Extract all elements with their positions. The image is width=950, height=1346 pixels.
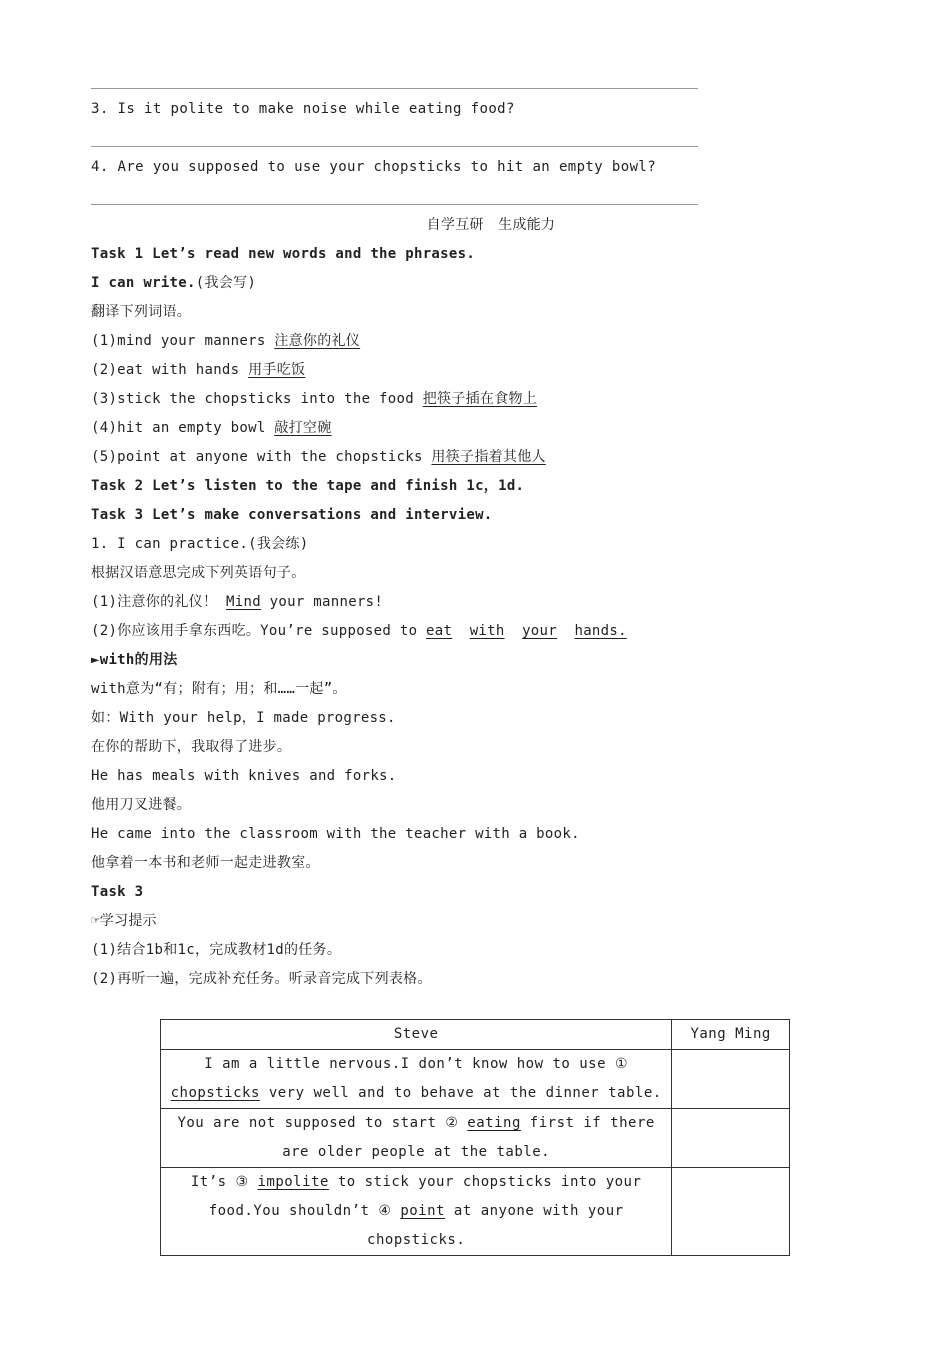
task1-title: Task 1 Let’s read new words and the phrases. — [91, 246, 476, 262]
cell-text: first if there are older people at the table. — [282, 1115, 655, 1160]
cell-text: It’s ③ — [190, 1174, 258, 1190]
sentence-2 — [91, 617, 791, 646]
sentence-1 — [91, 588, 791, 617]
question-text: Are you supposed to use your chopsticks to hit an empty bowl? — [117, 159, 657, 175]
answer-line — [91, 204, 698, 205]
yang-ming-cell[interactable] — [672, 1050, 790, 1109]
phrase-item — [91, 385, 791, 414]
sentence-answer: hands. — [574, 623, 627, 639]
question-4 — [91, 153, 791, 182]
usage-line: 如：With your help，I made progress. — [91, 710, 396, 726]
phrase-cn-answer: 用手吃饭 — [248, 362, 306, 378]
phrase-cn-answer: 把筷子插在食物上 — [422, 391, 538, 407]
usage-line: 在你的帮助下，我取得了进步。 — [91, 739, 292, 755]
section-title: 自学互研 生成能力 — [426, 217, 556, 233]
question-number: 4. — [91, 159, 109, 175]
phrase-en: (2)eat with hands — [91, 362, 249, 378]
steve-cell — [161, 1168, 672, 1256]
phrase-item — [91, 414, 791, 443]
phrase-en: (3)stick the chopsticks into the food — [91, 391, 423, 407]
table-row — [161, 1168, 790, 1256]
sentence-suffix: your manners! — [260, 594, 384, 610]
task1-sub — [91, 269, 791, 298]
cell-text: at anyone with your chopsticks. — [367, 1203, 624, 1248]
usage-line: He has meals with knives and forks. — [91, 768, 397, 784]
tip-line: (2)再听一遍，完成补充任务。听录音完成下列表格。 — [91, 971, 432, 987]
question-text: Is it polite to make noise while eating food? — [117, 101, 515, 117]
usage-line: with意为“有；附有；用；和……一起”。 — [91, 681, 347, 697]
task3b-title: Task 3 — [91, 884, 144, 900]
phrase-item — [91, 327, 791, 356]
study-tip: ☞学习提示 — [91, 913, 157, 929]
task3-instruction: 根据汉语意思完成下列英语句子。 — [91, 565, 306, 581]
cell-answer: impolite — [257, 1174, 329, 1190]
steve-cell — [161, 1109, 672, 1168]
task3-sub: 1. I can practice.(我会练) — [91, 536, 309, 552]
usage-line: 他拿着一本书和老师一起走进教室。 — [91, 855, 320, 871]
yang-ming-cell[interactable] — [672, 1109, 790, 1168]
cell-text: very well and to behave at the dinner table. — [259, 1085, 662, 1101]
usage-title: ►with的用法 — [91, 652, 178, 668]
table-row — [161, 1109, 790, 1168]
phrase-cn-answer: 用筷子指着其他人 — [431, 449, 546, 465]
worksheet-page — [91, 74, 791, 994]
phrase-cn-answer: 敲打空碗 — [274, 420, 332, 436]
phrase-en: (4)hit an empty bowl — [91, 420, 275, 436]
listening-table — [160, 1019, 790, 1256]
yang-ming-cell[interactable] — [672, 1168, 790, 1256]
cell-answer: point — [400, 1203, 445, 1219]
usage-line: 他用刀叉进餐。 — [91, 797, 192, 813]
header-steve: Steve — [161, 1020, 672, 1050]
phrase-cn-answer: 注意你的礼仪 — [274, 333, 361, 349]
question-number: 3. — [91, 101, 109, 117]
cell-text: I am a little nervous.I don’t know how to use ① — [204, 1056, 629, 1072]
question-3 — [91, 95, 791, 124]
usage-line: He came into the classroom with the teacher with a book. — [91, 826, 580, 842]
phrase-item — [91, 356, 791, 385]
cell-text: You are not supposed to start ② — [177, 1115, 468, 1131]
header-yang-ming: Yang Ming — [672, 1020, 790, 1050]
task1-instruction: 翻译下列词语。 — [91, 304, 192, 320]
task2-title: Task 2 Let’s listen to the tape and finish 1c，1d. — [91, 478, 525, 494]
sentence-prefix: (1)注意你的礼仪！ — [91, 594, 227, 610]
sentence-answer: eat — [426, 623, 453, 639]
phrase-en: (5)point at anyone with the chopsticks — [91, 449, 432, 465]
phrase-item — [91, 443, 791, 472]
tip-line: (1)结合1b和1c，完成教材1d的任务。 — [91, 942, 342, 958]
table-row — [161, 1050, 790, 1109]
sentence-answer: with — [469, 623, 505, 639]
table-header-row — [161, 1020, 790, 1050]
sentence-prefix: (2)你应该用手拿东西吃。You’re supposed to — [91, 623, 427, 639]
sentence-answer: your — [522, 623, 557, 639]
task3-title: Task 3 Let’s make conversations and interview. — [91, 507, 493, 523]
task1-sub-cn: (我会写) — [195, 275, 257, 291]
steve-cell — [161, 1050, 672, 1109]
task1-sub-en: I can write. — [91, 275, 196, 291]
sentence-answer: Mind — [226, 594, 261, 610]
cell-text: to stick your chopsticks into your food.You shouldn’t ④ — [208, 1174, 642, 1219]
cell-answer: eating — [467, 1115, 521, 1131]
cell-answer: chopsticks — [170, 1085, 260, 1101]
phrase-en: (1)mind your manners — [91, 333, 275, 349]
